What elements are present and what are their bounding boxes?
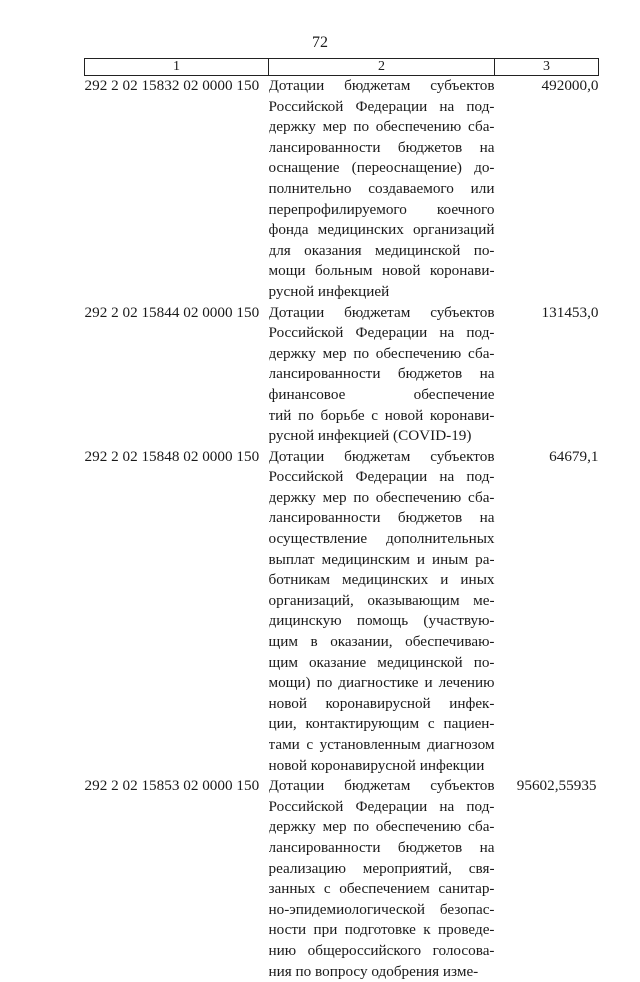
- description-line: Дотации бюджетам субъектов: [268, 777, 495, 795]
- description-line: русной инфекцией (COVID-19): [268, 427, 472, 445]
- description-line: дицинскую помощь (участвую-: [268, 612, 495, 630]
- description-line: Дотации бюджетам субъектов: [268, 447, 495, 465]
- description-line: русной инфекцией: [268, 282, 390, 300]
- description-line: ции, контактирующим с пациен-: [268, 715, 495, 733]
- column-header-amount: 3: [495, 59, 599, 76]
- budget-table: [84, 58, 599, 982]
- description-line: реализацию мероприятий, свя-: [268, 859, 495, 877]
- description-line: мощи больным новой коронави-: [268, 262, 495, 280]
- column-header-description: 2: [269, 59, 495, 76]
- description-line: ности при подготовке к проведе-: [268, 921, 495, 939]
- description-line: Российской Федерации на под-: [268, 324, 495, 342]
- description-line: Дотации бюджетам субъектов: [268, 303, 495, 321]
- page-number: 72: [312, 34, 328, 51]
- amount-cell: 131453,0: [541, 303, 599, 321]
- table-header-row: [85, 59, 599, 76]
- description-line: лансированности бюджетов на: [268, 138, 495, 156]
- amount-cell: 492000,0: [541, 77, 599, 94]
- budget-code-cell: 292 2 02 15844 02 0000 150: [84, 303, 260, 321]
- description-line: Российской Федерации на под-: [268, 797, 495, 815]
- amount-cell: 64679,1: [549, 447, 599, 465]
- table-row: [85, 303, 599, 447]
- description-line: Российской Федерации на под-: [268, 468, 495, 486]
- description-line: нию общероссийского голосова-: [268, 941, 495, 959]
- table-row: [85, 776, 599, 982]
- description-line: тий по борьбе с новой коронави-: [268, 406, 495, 424]
- description-cell: [269, 776, 495, 982]
- description-line: тами с установленным диагнозом: [268, 736, 495, 753]
- table-row: [85, 76, 599, 303]
- description-line: Дотации бюджетам субъектов: [268, 77, 495, 94]
- description-line: полнительно создаваемого или: [268, 179, 495, 197]
- description-line: держку мер по обеспечению сба-: [268, 818, 495, 836]
- description-line: выплат медицинским и иным ра-: [268, 550, 495, 568]
- description-line: новой коронавирусной инфекции: [268, 756, 485, 774]
- column-header-code: 1: [85, 59, 269, 76]
- budget-code-cell: 292 2 02 15832 02 0000 150: [84, 77, 260, 94]
- description-line: организаций, оказывающим ме-: [268, 591, 495, 609]
- budget-code-cell: 292 2 02 15848 02 0000 150: [84, 447, 260, 465]
- table-row: [85, 447, 599, 777]
- description-line: щим оказание медицинской по-: [268, 653, 495, 671]
- description-line: оснащение (переоснащение) до-: [268, 159, 495, 177]
- description-line: перепрофилируемого коечного: [268, 200, 495, 218]
- description-line: лансированности бюджетов на: [268, 365, 495, 383]
- description-line: держку мер по обеспечению сба-: [268, 488, 495, 506]
- description-line: для оказания медицинской по-: [268, 241, 495, 259]
- description-cell: [269, 303, 495, 447]
- description-line: держку мер по обеспечению сба-: [268, 118, 495, 136]
- description-line: лансированности бюджетов на: [268, 509, 495, 527]
- description-line: Российской Федерации на под-: [268, 97, 495, 115]
- description-line: ния по вопросу одобрения изме-: [268, 962, 479, 980]
- amount-cell: 95602,55935: [516, 777, 597, 795]
- description-cell: [269, 447, 495, 777]
- description-line: фонда медицинских организаций: [268, 221, 495, 239]
- budget-code-cell: 292 2 02 15853 02 0000 150: [84, 777, 260, 795]
- description-line: мощи) по диагностике и лечению: [268, 674, 495, 692]
- description-cell: [269, 76, 495, 303]
- description-line: держку мер по обеспечению сба-: [268, 344, 495, 362]
- description-line: занных с обеспечением санитар-: [268, 880, 495, 898]
- description-line: осуществление дополнительных: [268, 530, 495, 548]
- description-line: щим в оказании, обеспечиваю-: [268, 633, 495, 651]
- description-line: но-эпидемиологической безопас-: [268, 900, 495, 918]
- description-line: новой коронавирусной инфек-: [268, 694, 495, 712]
- description-line: лансированности бюджетов на: [268, 838, 495, 856]
- description-line: ботникам медицинских и иных: [268, 571, 495, 589]
- description-line: финансовое обеспечение: [268, 385, 495, 403]
